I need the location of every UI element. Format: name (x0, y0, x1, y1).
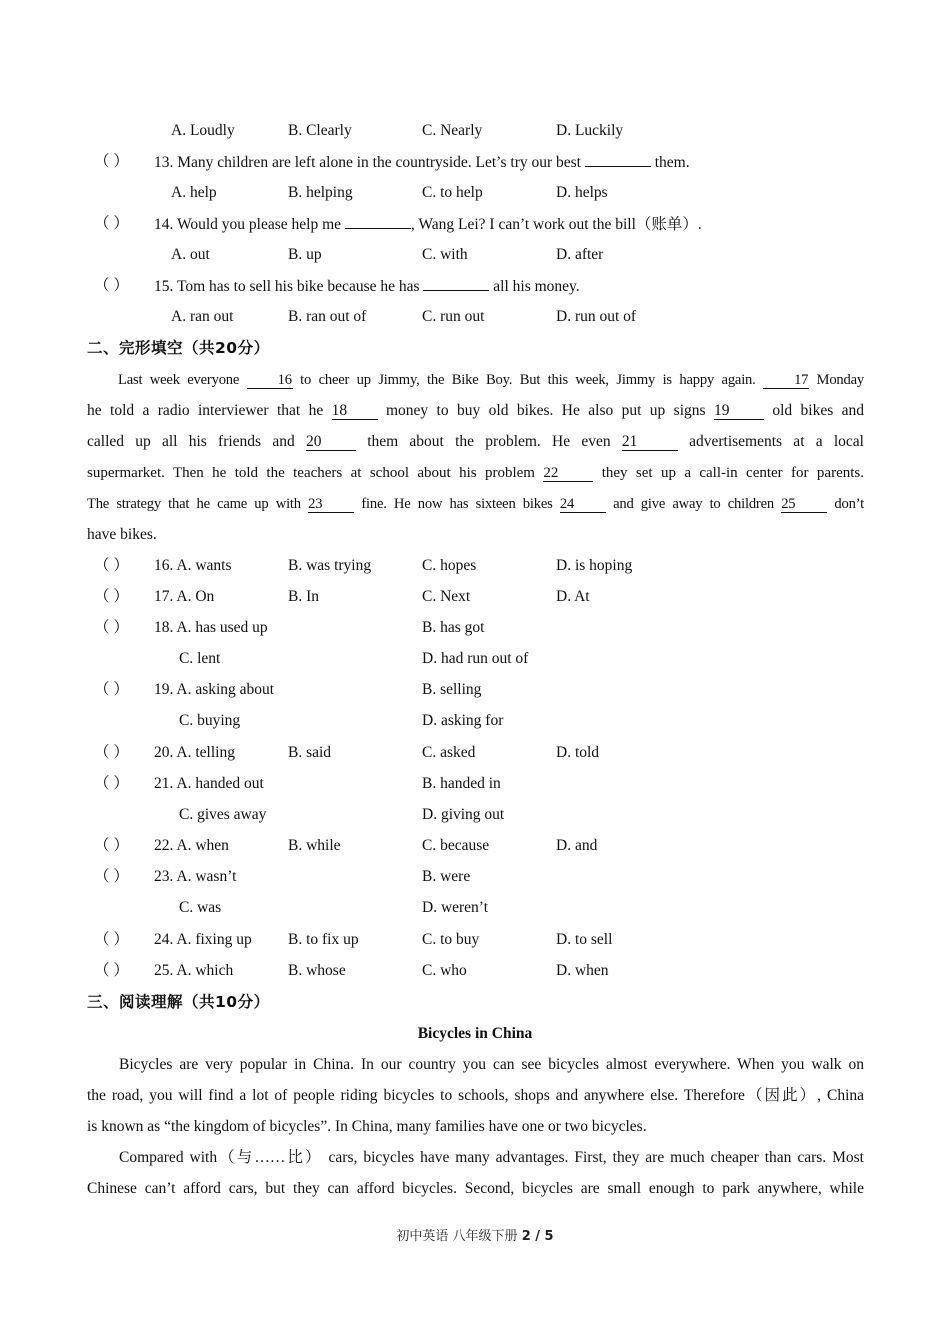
question-14: 14. Would you please help me , Wang Lei? I can’t work out the bill（账单）. (154, 216, 702, 233)
reading-p1-line1: Bicycles are very popular in China. In our country you can see bicycles almost everywhere. When you walk on (119, 1056, 864, 1073)
blank-23[interactable]: 23 (308, 496, 354, 513)
blank-19[interactable]: 19 (714, 403, 764, 420)
cloze-line-6: have bikes. (87, 526, 157, 543)
answer-bracket[interactable]: （ ） (94, 215, 129, 232)
q14-option-d: D. after (556, 246, 604, 263)
q17-option-a: 17. A. On (154, 588, 215, 605)
q14-option-a: A. out (171, 246, 210, 263)
answer-bracket[interactable]: （ ） (94, 619, 129, 636)
section-heading-reading: 三、阅读理解（共10分） (87, 993, 270, 1011)
q21-option-c: C. gives away (179, 806, 267, 823)
answer-bracket[interactable]: （ ） (94, 931, 129, 948)
q20-option-a: 20. A. telling (154, 744, 235, 761)
q15-option-a: A. ran out (171, 308, 234, 325)
q19-option-d: D. asking for (422, 712, 504, 729)
q20-option-c: C. asked (422, 744, 476, 761)
answer-bracket[interactable]: （ ） (94, 744, 129, 761)
q23-option-c: C. was (179, 899, 222, 916)
q13-option-b: B. helping (288, 184, 353, 201)
q13-option-a: A. help (171, 184, 217, 201)
blank-17[interactable]: 17 (763, 372, 809, 389)
q20-option-d: D. told (556, 744, 600, 761)
q22-option-a: 22. A. when (154, 837, 229, 854)
answer-bracket[interactable]: （ ） (94, 962, 129, 979)
q23-option-b: B. were (422, 868, 471, 885)
blank-20[interactable]: 20 (306, 434, 356, 451)
q15-option-b: B. ran out of (288, 308, 367, 325)
q16-option-a: 16. A. wants (154, 557, 232, 574)
answer-bracket[interactable]: （ ） (94, 775, 129, 792)
q22-option-d: D. and (556, 837, 598, 854)
cloze-line-2: he told a radio interviewer that he 18 money to buy old bikes. He also put up signs 19 old bikes and (87, 402, 864, 419)
q25-option-d: D. when (556, 962, 609, 979)
q19-option-c: C. buying (179, 712, 241, 729)
q15-option-c: C. run out (422, 308, 485, 325)
q15-option-d: D. run out of (556, 308, 637, 325)
q24-option-a: 24. A. fixing up (154, 931, 252, 948)
q16-option-d: D. is hoping (556, 557, 633, 574)
q17-option-d: D. At (556, 588, 590, 605)
q16-option-b: B. was trying (288, 557, 372, 574)
q13-option-c: C. to help (422, 184, 483, 201)
blank-22[interactable]: 22 (543, 465, 593, 482)
answer-bracket[interactable]: （ ） (94, 868, 129, 885)
answer-bracket[interactable]: （ ） (94, 557, 129, 574)
cloze-line-4: supermarket. Then he told the teachers at school about his problem 22 they set up a call-in center for parents. (87, 465, 864, 481)
q18-option-c: C. lent (179, 650, 221, 667)
q24-option-d: D. to sell (556, 931, 613, 948)
q22-option-c: C. because (422, 837, 490, 854)
cloze-line-5: The strategy that he came up with 23 fine. He now has sixteen bikes 24 and give away to children 25 don’t (87, 496, 864, 512)
q21-option-a: 21. A. handed out (154, 775, 264, 792)
q22-option-b: B. while (288, 837, 341, 854)
q23-option-a: 23. A. wasn’t (154, 868, 237, 885)
blank-24[interactable]: 24 (560, 496, 606, 513)
cloze-line-3: called up all his friends and 20 them about the problem. He even 21 advertisements at a local (87, 433, 864, 450)
reading-p1-line3: is known as “the kingdom of bicycles”. In China, many families have one or two bicycles. (87, 1118, 647, 1135)
answer-bracket[interactable]: （ ） (94, 588, 129, 605)
answer-bracket[interactable]: （ ） (94, 153, 129, 170)
q24-option-c: C. to buy (422, 931, 480, 948)
blank-21[interactable]: 21 (622, 434, 678, 451)
question-13: 13. Many children are left alone in the countryside. Let’s try our best them. (154, 154, 690, 171)
q18-option-b: B. has got (422, 619, 485, 636)
blank-18[interactable]: 18 (332, 403, 378, 420)
question-15: 15. Tom has to sell his bike because he has all his money. (154, 278, 580, 295)
q18-option-d: D. had run out of (422, 650, 529, 667)
q12-option-d: D. Luckily (556, 122, 624, 139)
q14-option-b: B. up (288, 246, 322, 263)
q21-option-b: B. handed in (422, 775, 501, 792)
q12-option-a: A. Loudly (171, 122, 235, 139)
q12-option-b: B. Clearly (288, 122, 352, 139)
answer-bracket[interactable]: （ ） (94, 277, 129, 294)
q19-option-b: B. selling (422, 681, 482, 698)
reading-p2-line2: Chinese can’t afford cars, but they can afford bicycles. Second, bicycles are small enough to park anywhere, while (87, 1180, 864, 1197)
blank-25[interactable]: 25 (781, 496, 827, 513)
reading-p2-line1: Compared with（与……比） cars, bicycles have many advantages. First, they are much cheaper than cars. Most (119, 1149, 864, 1166)
q20-option-b: B. said (288, 744, 332, 761)
answer-bracket[interactable]: （ ） (94, 681, 129, 698)
q25-option-b: B. whose (288, 962, 346, 979)
q19-option-a: 19. A. asking about (154, 681, 275, 698)
q17-option-c: C. Next (422, 588, 471, 605)
q14-option-c: C. with (422, 246, 468, 263)
blank-16[interactable]: 16 (247, 372, 293, 389)
q23-option-d: D. weren’t (422, 899, 488, 916)
reading-p1-line2: the road, you will find a lot of people riding bicycles to schools, shops and anywhere else. Therefore（因此）, China (87, 1087, 864, 1104)
cloze-line-1: Last week everyone 16 to cheer up Jimmy, the Bike Boy. But this week, Jimmy is happy again. 17 Monday (118, 372, 865, 388)
q12-option-c: C. Nearly (422, 122, 483, 139)
page-footer: 初中英语 八年级下册 2 / 5 (396, 1229, 554, 1244)
q13-option-d: D. helps (556, 184, 608, 201)
section-heading-cloze: 二、完形填空（共20分） (87, 339, 270, 357)
q21-option-d: D. giving out (422, 806, 505, 823)
q16-option-c: C. hopes (422, 557, 477, 574)
page-number: 2 / 5 (521, 1229, 554, 1244)
reading-title: Bicycles in China (417, 1025, 533, 1042)
answer-bracket[interactable]: （ ） (94, 837, 129, 854)
q18-option-a: 18. A. has used up (154, 619, 268, 636)
q17-option-b: B. In (288, 588, 319, 605)
q25-option-a: 25. A. which (154, 962, 234, 979)
q25-option-c: C. who (422, 962, 467, 979)
q24-option-b: B. to fix up (288, 931, 359, 948)
